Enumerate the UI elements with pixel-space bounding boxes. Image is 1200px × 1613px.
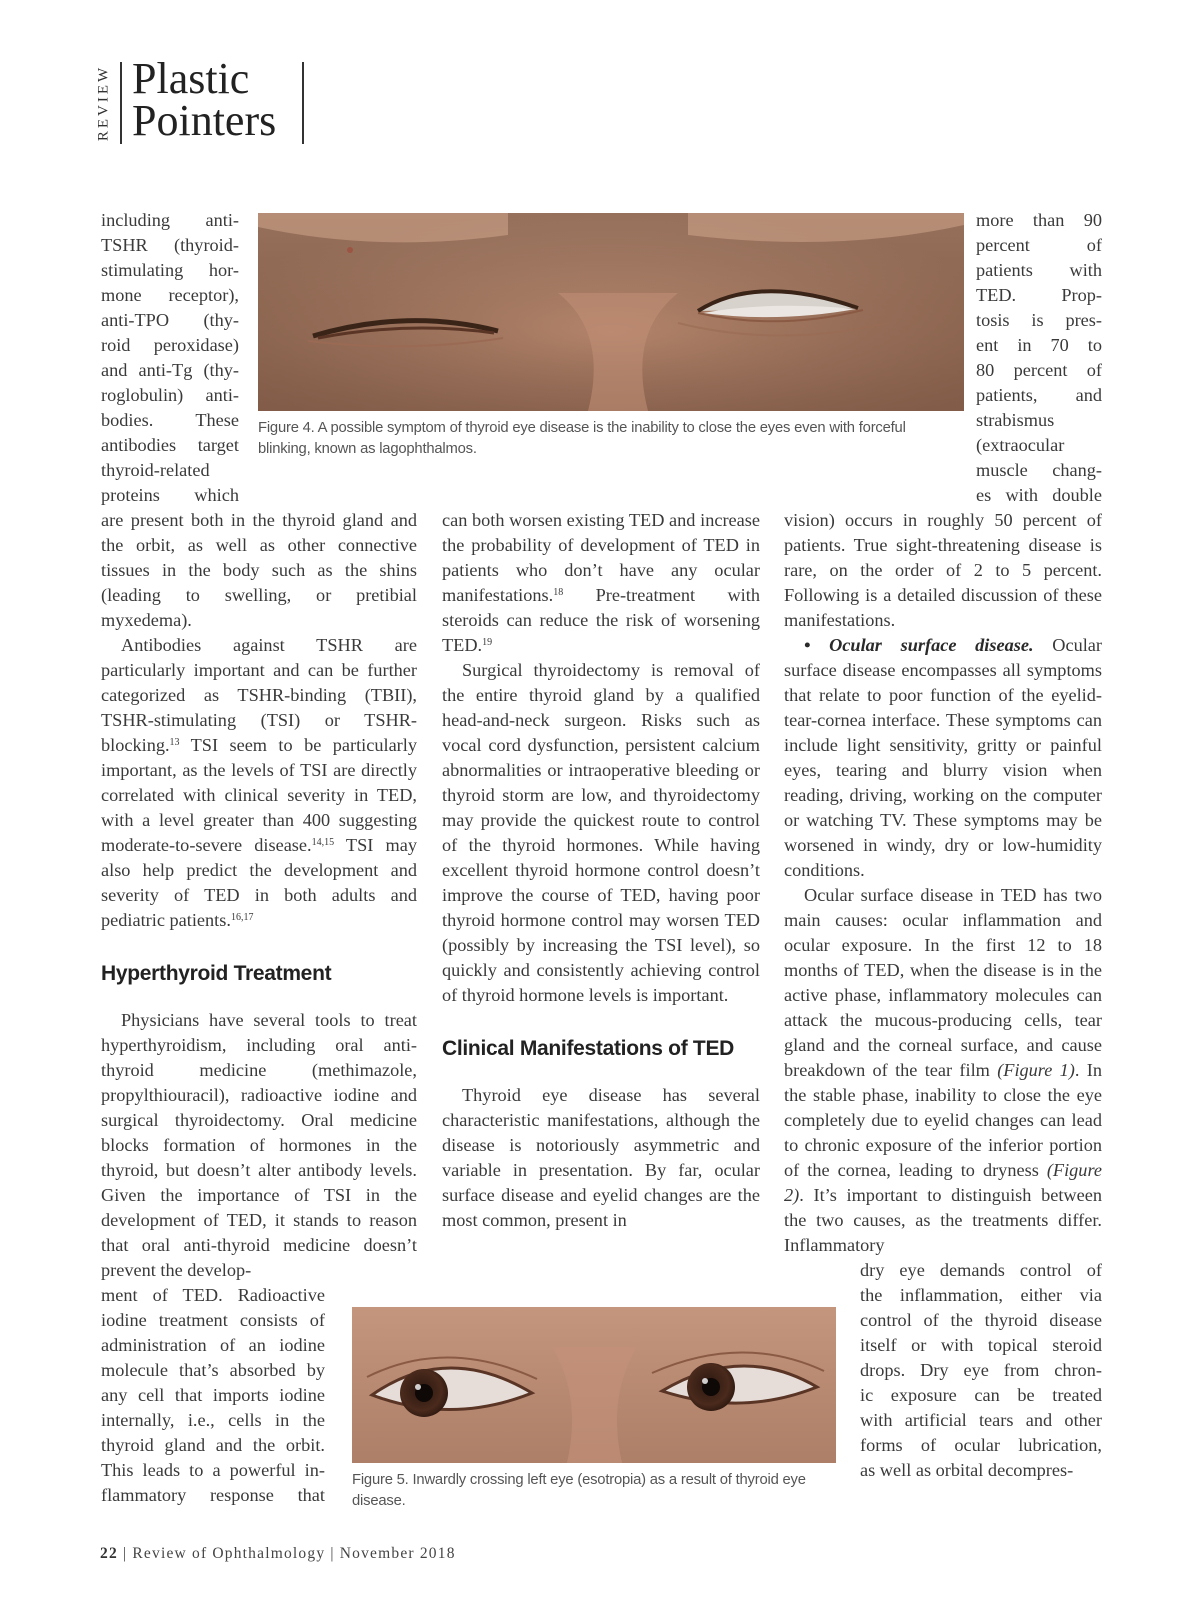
- text-line: percent of: [976, 235, 1102, 255]
- col1-narrow-top: [101, 208, 239, 508]
- header-divider-left: [120, 62, 122, 144]
- text-line: This leads to a powerful in-: [101, 1460, 325, 1480]
- col3-narrow-bottom: [860, 1258, 1102, 1483]
- text-line: ent in 70 to: [976, 335, 1102, 355]
- heading-clinical-manifestations: Clinical Manifestations of TED: [442, 1037, 735, 1060]
- esotropia-eyes-photo-icon: [352, 1307, 836, 1463]
- text-line: patients, and: [976, 385, 1102, 405]
- col2-paragraph-2: Surgical thyroidectomy is removal of the entire thyroid gland by a qualified head-and-neck surgeon. Risks such as vocal cord dysfunction, persistent calcium abnormalities or intraoperative bleeding or thyroid storm are low, and thyroidectomy may provide the quickest route to control of the thyroid hormones. While having excellent thyroid hormone control doesn’t improve the course of TED, having poor thyroid hormone control may worsen TED (possibly by increasing the TSI level), so quickly and consistently achieving control of thyroid hormone levels is important.: [442, 660, 760, 1005]
- text-line: and anti-Tg (thy-: [101, 360, 239, 380]
- heading-hyperthyroid-treatment: Hyperthyroid Treatment: [101, 962, 332, 985]
- text-line: the inflammation, either via: [860, 1285, 1102, 1305]
- page-footer: [100, 1545, 456, 1563]
- text-line: thyroid-related: [101, 460, 210, 480]
- text-line: including anti-: [101, 210, 239, 230]
- text-line: stimulating hor-: [101, 260, 239, 280]
- text-line: muscle chang-: [976, 460, 1102, 480]
- text-line: itself or with topical steroid: [860, 1335, 1102, 1355]
- text-line: roglobulin) anti-: [101, 385, 239, 405]
- text-line: anti-TPO (thy-: [101, 310, 239, 330]
- text-line: dry eye demands control of: [860, 1260, 1102, 1280]
- text-line: iodine treatment consists of: [101, 1310, 325, 1330]
- footer-separator: |: [122, 1545, 128, 1562]
- text-line: drops. Dry eye from chron-: [860, 1360, 1102, 1380]
- text-line: roid peroxidase): [101, 335, 239, 355]
- text-line: antibodies target: [101, 435, 239, 455]
- text-line: es with double: [976, 485, 1102, 505]
- text-line: as well as orbital decompres-: [860, 1460, 1074, 1480]
- footer-separator: |: [330, 1545, 335, 1562]
- text-line: thyroid gland and the orbit.: [101, 1435, 325, 1455]
- text-line: tosis is pres-: [976, 310, 1102, 330]
- column-2: [442, 508, 760, 1233]
- text-line: control of the thyroid disease: [860, 1310, 1102, 1330]
- text-line: more than 90: [976, 210, 1102, 230]
- text-line: administration of an iodine: [101, 1335, 325, 1355]
- text-line: molecule that’s absorbed by: [101, 1360, 325, 1380]
- col1-paragraph-1: are present both in the thyroid gland and the orbit, as well as other connective tissues in the body such as the shins (leading to swelling, or pretibial myxedema).: [101, 510, 417, 630]
- text-line: TED. Prop-: [976, 285, 1102, 305]
- column-3: [784, 208, 1102, 1483]
- col1-paragraph-3: Physicians have several tools to treat hyperthyroidism, including oral anti-thyroid medicine (methimazole, propylthiouracil), radioactive iodine and surgical thyroidectomy. Oral medicine blocks formation of hormones in the thyroid, but doesn’t alter antibody levels. Given the importance of TSI in the development of TED, it stands to reason that oral anti-thyroid medicine doesn’t prevent the develop-: [101, 1010, 417, 1280]
- text-line: with artificial tears and other: [860, 1410, 1102, 1430]
- issue-date: November 2018: [339, 1545, 456, 1562]
- text-line: patients with: [976, 260, 1102, 280]
- text-line: mone receptor),: [101, 285, 239, 305]
- page-title: Plastic Pointers: [132, 54, 277, 145]
- text-line: internally, i.e., cells in the: [101, 1410, 325, 1430]
- text-line: bodies. These: [101, 410, 239, 430]
- text-line: strabismus: [976, 410, 1055, 430]
- col3-narrow-top: [976, 208, 1102, 508]
- col3-paragraph-2: Ocular surface disease in TED has two main causes: ocular inflammation and ocular exposure. In the first 12 to 18 months of TED, when the disease is in the active phase, inflammatory molecules can attack the mucous-producing cells, tear gland and the corneal surface, and cause breakdown of the tear film (Figure 1). In the stable phase, inability to close the eye completely due to eyelid changes can lead to chronic exposure of the inferior portion of the cornea, leading to dryness (Figure 2). It’s important to distinguish between the two causes, as the treatments differ. Inflammatory: [784, 885, 1102, 1255]
- col3-bullet-ocular-surface: • Ocular surface disease. Ocular surface disease encompasses all symptoms that relate to poor function of the eyelid-tear-cornea interface. These symptoms can include light sensitivity, gritty or painful eyes, tearing and blurry vision when reading, driving, working on the computer or watching TV. These symptoms may be worsened in windy, dry or low-humidity conditions.: [784, 635, 1102, 880]
- text-line: flammatory response that: [101, 1485, 325, 1505]
- col2-paragraph-3: Thyroid eye disease has several characteristic manifestations, although the disease is notoriously asymmetric and variable in presentation. By far, ocular surface disease and eyelid changes are the most common, present in: [442, 1085, 760, 1230]
- col2-paragraph-1: can both worsen existing TED and increase the probability of development of TED in patients who don’t have any ocular manifestations.$^{18}$ Pre-treatment with steroids can reduce the risk of worsening TED.$^{19}$: [442, 510, 760, 655]
- col3-paragraph-1: vision) occurs in roughly 50 percent of patients. True sight-threatening disease is rare, on the order of 2 to 5 percent. Following is a detailed discussion of these manifestations.: [784, 510, 1102, 630]
- text-line: ic exposure can be treated: [860, 1385, 1102, 1405]
- col1-paragraph-2: Antibodies against TSHR are particularly important and can be further categorized as TSHR-binding (TBII), TSHR-stimulating (TSI) or TSHR-blocking.$^{13}$ TSI seem to be particularly important, as the levels of TSI are directly correlated with clinical severity in TED, with a level greater than 400 suggesting moderate-to-severe disease.$^{14,15}$ TSI may also help predict the development and severity of TED in both adults and pediatric patients.$^{16,17}$: [101, 635, 417, 930]
- figure-5-photo: [352, 1307, 836, 1463]
- text-line: TSHR (thyroid-: [101, 235, 239, 255]
- text-line: proteins which: [101, 485, 239, 505]
- section-label: REVIEW: [95, 64, 112, 142]
- journal-name: Review of Ophthalmology: [132, 1545, 326, 1562]
- col1-narrow-bottom: [101, 1283, 325, 1508]
- figure-5-caption: Figure 5. Inwardly crossing left eye (esotropia) as a result of thyroid eye disease.: [352, 1472, 806, 1509]
- text-line: (extraocular: [976, 435, 1065, 455]
- figure-4-caption: Figure 4. A possible symptom of thyroid eye disease is the inability to close the eyes even with forceful blinking, known as lagophthalmos.: [258, 420, 906, 457]
- text-line: forms of ocular lubrication,: [860, 1435, 1102, 1455]
- page-number: 22: [100, 1545, 118, 1562]
- text-line: 80 percent of: [976, 360, 1102, 380]
- header-divider-right: [302, 62, 304, 144]
- text-line: any cell that imports iodine: [101, 1385, 325, 1405]
- text-line: ment of TED. Radioactive: [101, 1285, 325, 1305]
